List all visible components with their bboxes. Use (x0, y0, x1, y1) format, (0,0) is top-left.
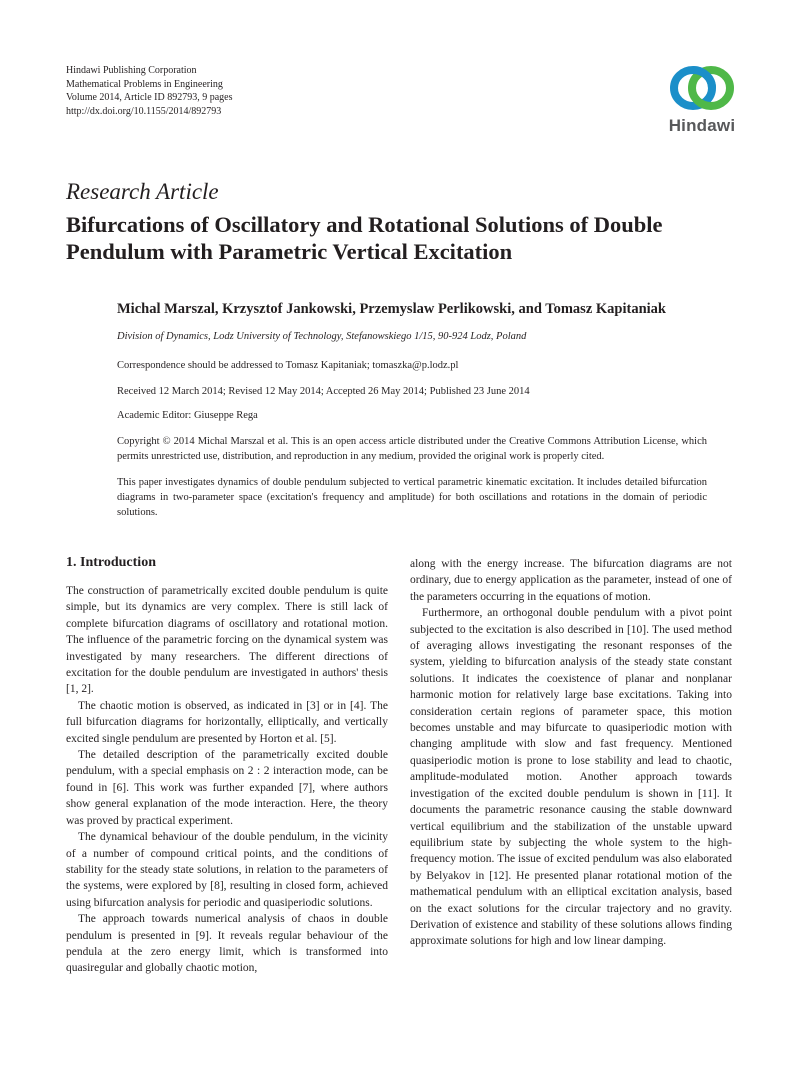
hindawi-logo (662, 64, 742, 136)
article-type: Research Article (66, 179, 219, 204)
paragraph: along with the energy increase. The bifurcation diagrams are not ordinary, due to energy application as the parameter, instead of one of the parameters occurring in the equations of motion. (410, 558, 732, 603)
paragraph: The dynamical behaviour of the double pendulum, in the vicinity of a number of compound critical points, and the conditions of stability for the steady state solutions, in relation to the parameters of the systems, were explored by [8], resulting in closed form, achieved using bifurcation analysis for periodic and quasiperiodic solutions. (66, 831, 388, 909)
paragraph: The detailed description of the parametrically excited double pendulum, with a special emphasis on 2 : 2 interaction mode, can be found in [6]. This work was further expanded [7], where authors show general explanation of the mode interaction. Here, the theory was proved by practical experiment. (66, 749, 388, 827)
copyright-notice: Copyright © 2014 Michal Marszal et al. This is an open access article distributed under the Creative Commons Attribution License, which permits unrestricted use, distribution, and reproduction in any medium, provided the original work is properly cited. (117, 436, 707, 462)
paragraph: The approach towards numerical analysis of chaos in double pendulum is presented in [9]. It reveals regular behaviour of the pendula at the zero energy limit, which is transformed into quasiregular and globally chaotic motion, (66, 913, 388, 975)
left-column (66, 583, 388, 977)
publication-dates: Received 12 March 2014; Revised 12 May 2014; Accepted 26 May 2014; Published 23 June 2014 (117, 386, 530, 397)
author-list: Michal Marszal, Krzysztof Jankowski, Przemyslaw Perlikowski, and Tomasz Kapitaniak (117, 301, 666, 317)
volume-line: Volume 2014, Article ID 892793, 9 pages (66, 92, 233, 103)
journal-info (66, 64, 232, 118)
academic-editor: Academic Editor: Giuseppe Rega (117, 410, 258, 421)
paragraph: Furthermore, an orthogonal double pendulum with a pivot point subjected to the excitation is also described in [10]. The used method of averaging allows investigating the resonant responses of the system, yielding to bifurcation analysis of the steady state constant solutions. It indicates the coexistence of planar and nonplanar harmonic motion for relatively large base excitations. Taking into consideration certain regions of parameter space, this motion becomes unstable and may bifurcate to quasiperiodic motion with changing amplitude with slow and fast frequency. Mentioned quasiperiodic motion is prone to lose stability and lead to chaotic, amplitude-modulated motion. Another approach towards investigation of the excited double pendulum is shown in [11]. It documents the parametric resonance causing the stable downward vertical equilibrium and the stabilization of the unstable upward equilibrium state by subjecting the whole system to the high-frequency motion. The issue of excited pendulum was also elaborated by Belyakov in [12]. He presented planar rotational motion of the mathematical pendulum with an elliptical excitation analysis, based on the exact solutions for the circular trajectory and no gravity. Derivation of existence and stability of these solutions allows finding approximate solutions for high and low linear damping. (410, 607, 732, 948)
journal-name: Mathematical Problems in Engineering (66, 78, 223, 90)
paragraph: The construction of parametrically excited double pendulum is quite simple, but its dynamics are very complex. There is still lack of complete bifurcation diagrams of oscillatory and rotational motion. The influence of the parametric forcing on the dynamical system was investigated by many researchers. The different directions of excitation for the double pendulum are investigated in authors' thesis [1, 2]. (66, 585, 388, 696)
hindawi-rings-icon (662, 64, 742, 116)
doi-link[interactable]: http://dx.doi.org/10.1155/2014/892793 (66, 105, 222, 117)
correspondence: Correspondence should be addressed to Tomasz Kapitaniak; tomaszka@p.lodz.pl (117, 360, 459, 371)
article-title: Bifurcations of Oscillatory and Rotational Solutions of Double Pendulum with Parametric Vertical Excitation (66, 212, 663, 264)
hindawi-wordmark: Hindawi (668, 116, 736, 135)
paragraph: The chaotic motion is observed, as indicated in [3] or in [4]. The full bifurcation diagrams for horizontally, elliptically, and vertically excited single pendulum are presented by Horton et al. [5]. (66, 699, 388, 745)
abstract: This paper investigates dynamics of double pendulum subjected to vertical parametric kinematic excitation. It includes detailed bifurcation diagrams in two-parameter space (excitation's frequency and amplitude) for both oscillations and rotations in the domain of periodic solutions. (117, 477, 707, 518)
affiliation: Division of Dynamics, Lodz University of Technology, Stefanowskiego 1/15, 90-924 Lodz, Poland (117, 331, 527, 342)
section-heading-introduction: 1. Introduction (66, 555, 156, 570)
right-column (410, 556, 732, 950)
publisher-line: Hindawi Publishing Corporation (66, 65, 197, 76)
